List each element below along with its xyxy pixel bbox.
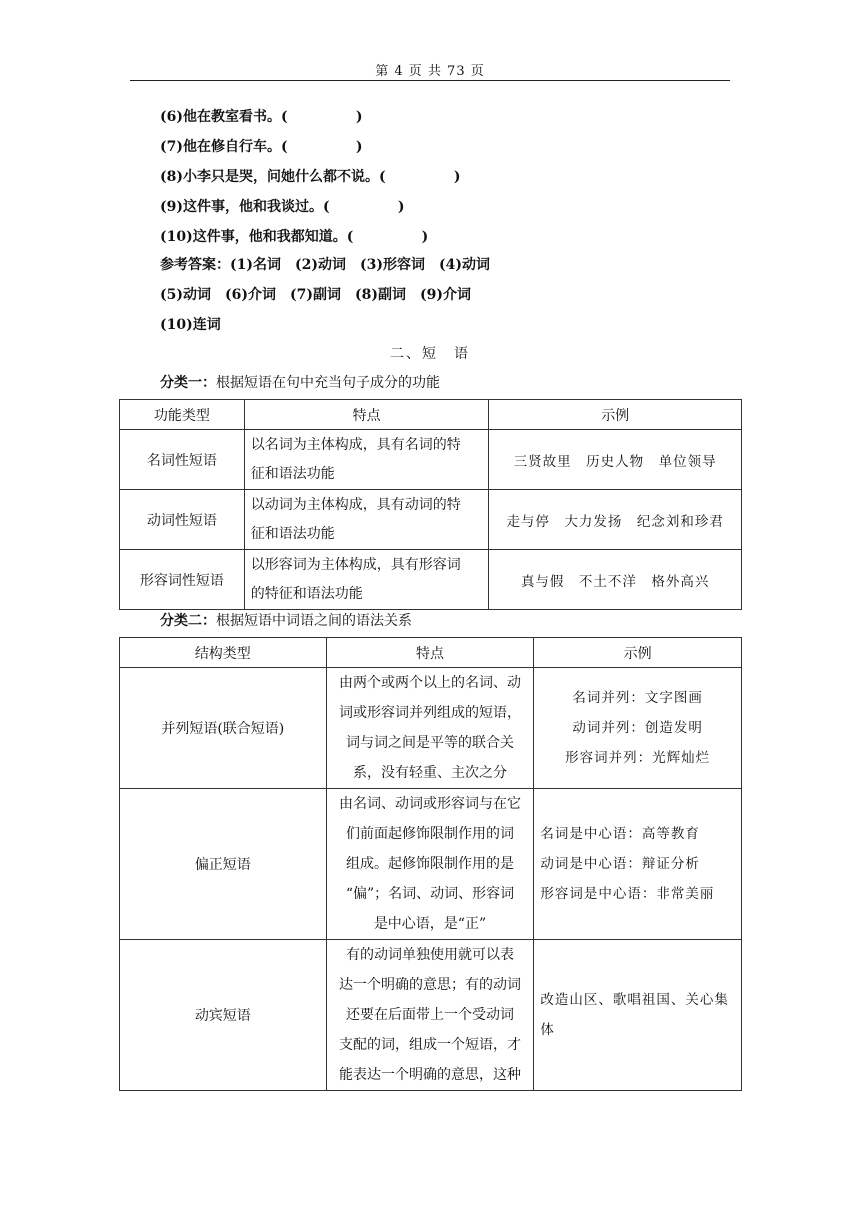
- table-header: 示例: [489, 400, 742, 430]
- example-cell: 改造山区、歌唱祖国、关心集 体: [534, 940, 742, 1091]
- question-6: (6)他在教室看书。( ): [160, 109, 363, 125]
- feature-cell: 以动词为主体构成，具有动词的特 征和语法功能: [244, 490, 489, 550]
- example-cell: 名词是中心语：高等教育 动词是中心语：辩证分析 形容词是中心语：非常美丽: [534, 789, 742, 940]
- page-header: 第 4 页 共 73 页: [375, 64, 485, 79]
- header-rule: [130, 80, 730, 81]
- table-row: [120, 430, 742, 490]
- type-cell: 偏正短语: [120, 789, 327, 940]
- feature-cell: 以形容词为主体构成，具有形容词 的特征和语法功能: [244, 550, 489, 610]
- table-header: 特点: [244, 400, 489, 430]
- category-1: 分类一：根据短语在句中充当句子成分的功能: [160, 375, 440, 391]
- example-cell: 名词并列：文字图画 动词并列：创造发明 形容词并列：光辉灿烂: [534, 668, 742, 789]
- answers-line-2: (5)动词 (6)介词 (7)副词 (8)副词 (9)介词: [160, 287, 471, 303]
- feature-cell: 以名词为主体构成，具有名词的特 征和语法功能: [244, 430, 489, 490]
- type-cell: 形容词性短语: [120, 550, 245, 610]
- function-type-table: [119, 399, 742, 610]
- example-cell: 走与停 大力发扬 纪念刘和珍君: [489, 490, 742, 550]
- table-header-row: [120, 400, 742, 430]
- question-10: (10)这件事，他和我都知道。( ): [160, 229, 429, 245]
- feature-cell: 由名词、动词或形容词与在它 们前面起修饰限制作用的词 组成。起修饰限制作用的是 “偏”；名词、动词、形容词 是中心语，是“正”: [326, 789, 534, 940]
- question-9: (9)这件事，他和我谈过。( ): [160, 199, 405, 215]
- table-row: [120, 668, 742, 789]
- example-cell: 真与假 不土不洋 格外高兴: [489, 550, 742, 610]
- table-header: 特点: [326, 638, 534, 668]
- type-cell: 名词性短语: [120, 430, 245, 490]
- type-cell: 动宾短语: [120, 940, 327, 1091]
- section-title: 二、短 语: [390, 346, 470, 362]
- question-7: (7)他在修自行车。( ): [160, 139, 363, 155]
- table-row: [120, 490, 742, 550]
- question-8: (8)小李只是哭，问她什么都不说。( ): [160, 169, 461, 185]
- example-cell: 三贤故里 历史人物 单位领导: [489, 430, 742, 490]
- answers-line-1: 参考答案：(1)名词 (2)动词 (3)形容词 (4)动词: [160, 257, 490, 273]
- table-row: [120, 789, 742, 940]
- table-header: 功能类型: [120, 400, 245, 430]
- table-header: 示例: [534, 638, 742, 668]
- table-row: [120, 550, 742, 610]
- category-2: 分类二：根据短语中词语之间的语法关系: [160, 613, 412, 629]
- table-header: 结构类型: [120, 638, 327, 668]
- answers-line-3: (10)连词: [160, 317, 221, 333]
- type-cell: 并列短语(联合短语): [120, 668, 327, 789]
- structure-type-table: [119, 637, 742, 1091]
- table-header-row: [120, 638, 742, 668]
- type-cell: 动词性短语: [120, 490, 245, 550]
- feature-cell: 由两个或两个以上的名词、动 词或形容词并列组成的短语， 词与词之间是平等的联合关 系，没有轻重、主次之分: [326, 668, 534, 789]
- feature-cell: 有的动词单独使用就可以表 达一个明确的意思；有的动词 还要在后面带上一个受动词 支配的词，组成一个短语，才 能表达一个明确的意思，这种: [326, 940, 534, 1091]
- table-row: [120, 940, 742, 1091]
